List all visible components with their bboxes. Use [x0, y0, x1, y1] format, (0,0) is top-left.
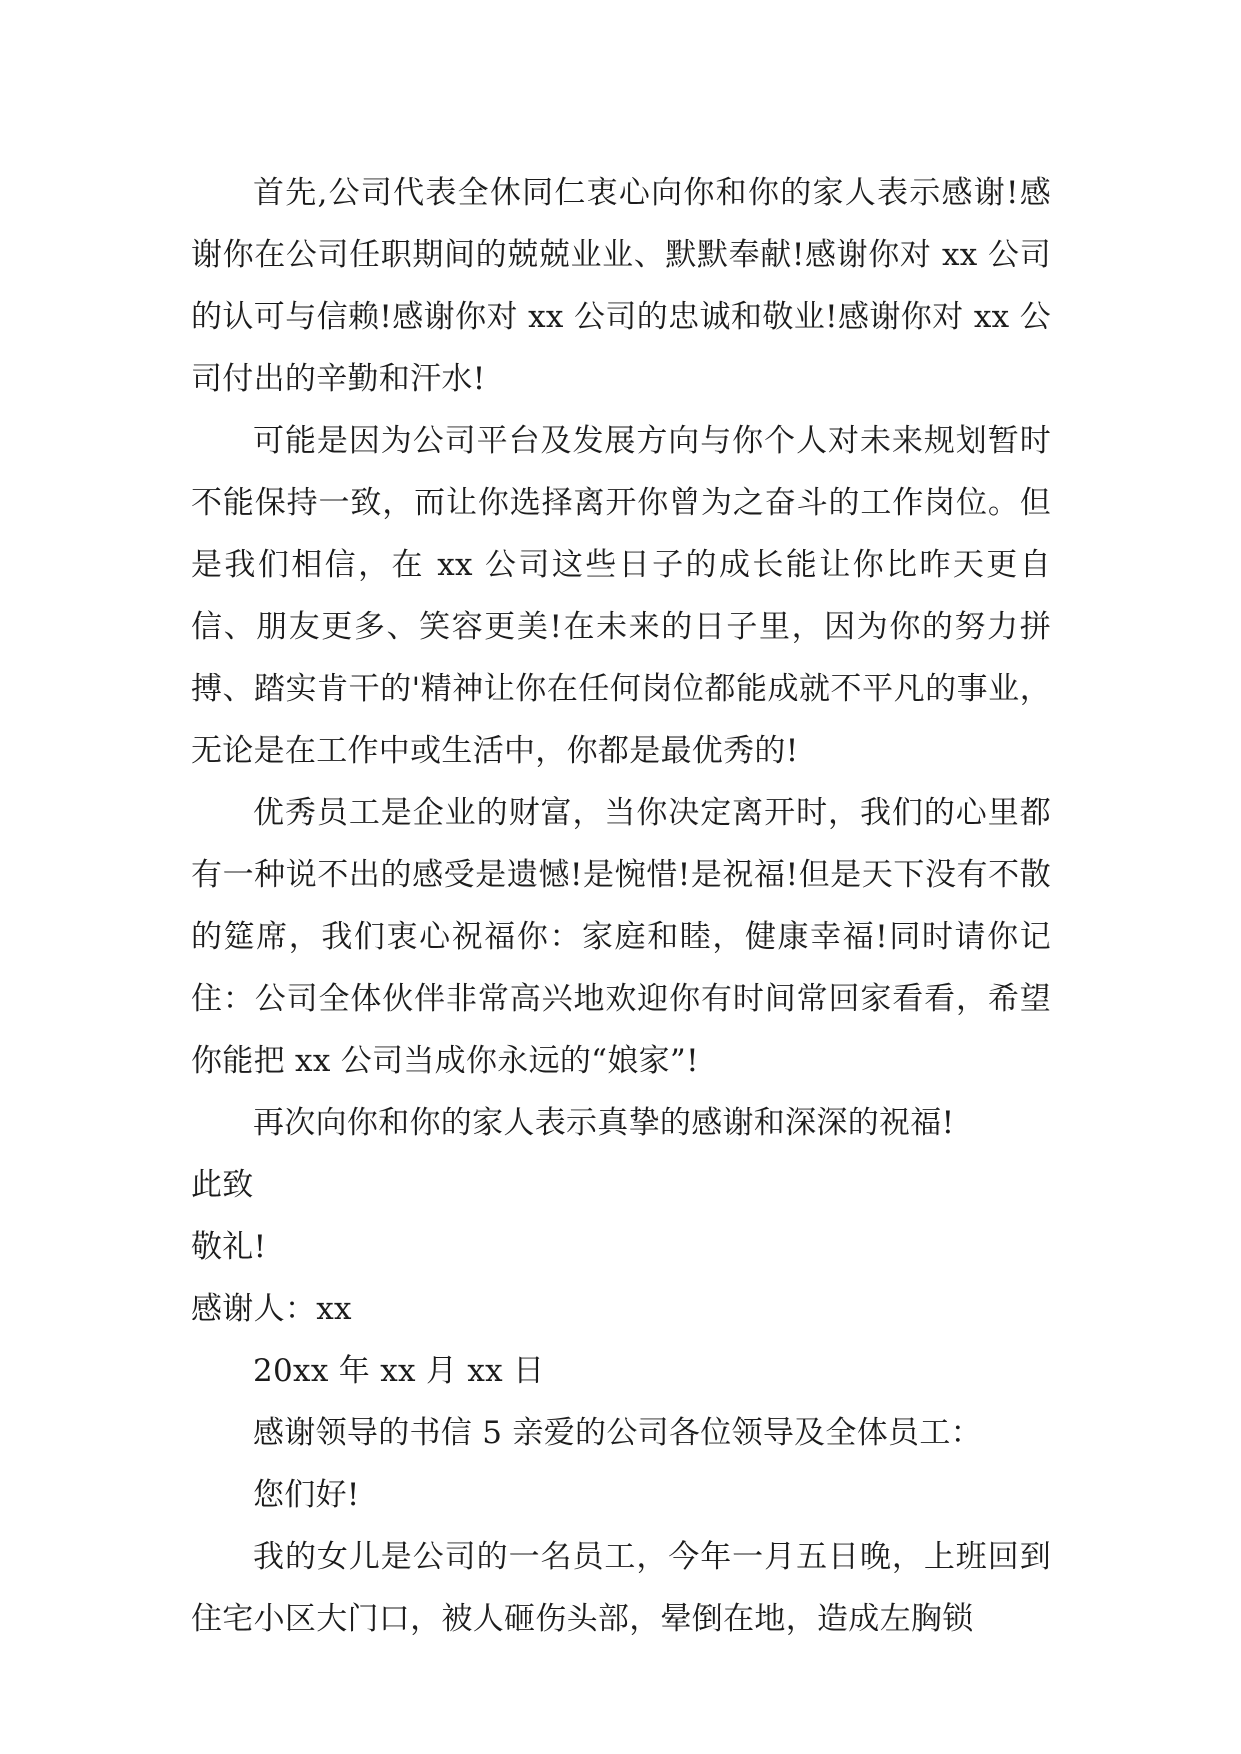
- letter2-greeting: 您们好!: [253, 1477, 360, 1513]
- letter1-closing: 此致: [191, 1167, 254, 1203]
- letter1-paragraph-3: 优秀员工是企业的财富，当你决定离开时，我们的心里都有一种说不出的感受是遗憾!是惋惜!是祝福!但是天下没有不散的筵席，我们衷心祝福你：家庭和睦，健康幸福!同时请你记住：公司全体伙伴非常高兴地欢迎你有时间常回家看看，希望你能把 xx 公司当成你永远的“娘家”!: [191, 795, 1051, 1079]
- letter1-paragraph-2: 可能是因为公司平台及发展方向与你个人对未来规划暂时不能保持一致，而让你选择离开你曾为之奋斗的工作岗位。但是我们相信，在 xx 公司这些日子的成长能让你比昨天更自信、朋友更多、笑容更美!在未来的日子里，因为你的努力拼搏、踏实肯干的'精神让你在任何岗位都能成就不平凡的事业，无论是在工作中或生活中，你都是最优秀的!: [191, 423, 1051, 769]
- letter1-salute: 敬礼!: [191, 1229, 267, 1265]
- document-body: [191, 162, 1051, 1650]
- letter2-paragraph-1: 我的女儿是公司的一名员工，今年一月五日晚，上班回到住宅小区大门口，被人砸伤头部，晕倒在地，造成左胸锁: [191, 1539, 1051, 1637]
- letter1-signature: 感谢人：xx: [191, 1291, 352, 1327]
- letter1-paragraph-4: 再次向你和你的家人表示真挚的感谢和深深的祝福!: [253, 1105, 955, 1141]
- letter2-heading: 感谢领导的书信 5 亲爱的公司各位领导及全体员工：: [253, 1415, 982, 1451]
- letter1-date: 20xx 年 xx 月 xx 日: [253, 1353, 545, 1389]
- letter1-paragraph-1: 首先,公司代表全休同仁衷心向你和你的家人表示感谢!感谢你在公司任职期间的兢兢业业、默默奉献!感谢你对 xx 公司的认可与信赖!感谢你对 xx 公司的忠诚和敬业!感谢你对 xx 公司付出的辛勤和汗水!: [191, 175, 1051, 397]
